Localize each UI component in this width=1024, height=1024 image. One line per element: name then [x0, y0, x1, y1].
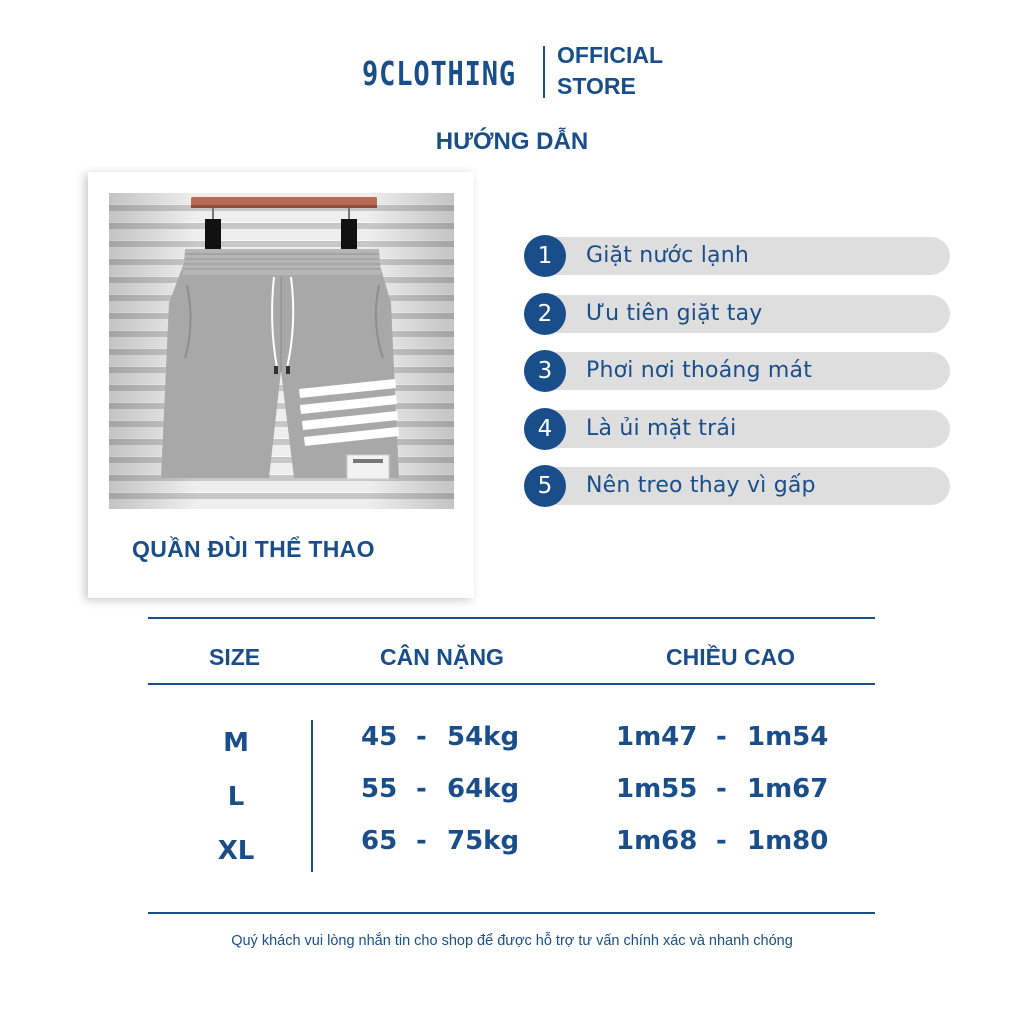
table-row [0, 722, 1024, 762]
care-item [524, 293, 950, 333]
row-height-min: 1m68 [616, 826, 698, 856]
row-size: XL [217, 836, 255, 866]
row-weight-min: 45 [361, 722, 398, 752]
care-step-text: Ưu tiên giặt tay [586, 300, 763, 326]
care-item [524, 350, 950, 390]
care-step-number: 4 [524, 408, 566, 450]
row-height-separator: - [716, 774, 727, 804]
care-step-text: Giặt nước lạnh [586, 243, 749, 268]
product-card [88, 172, 474, 598]
care-step-number: 5 [524, 465, 566, 507]
row-height-separator: - [716, 826, 727, 856]
shorts-image-icon [109, 193, 454, 509]
care-item [524, 235, 950, 275]
care-step-number: 1 [524, 235, 566, 277]
care-step-text: Phơi nơi thoáng mát [586, 358, 813, 383]
table-row [0, 826, 1024, 866]
tag-line-2: STORE [557, 73, 636, 99]
product-name: QUẦN ĐÙI THỂ THAO [132, 536, 375, 562]
row-height-min: 1m47 [616, 722, 698, 752]
row-weight-separator: - [416, 774, 427, 804]
care-step-number: 2 [524, 293, 566, 335]
row-height-max: 1m54 [747, 722, 829, 752]
brand-logo: 9CLOTHING [362, 54, 517, 93]
table-header-rule [148, 683, 875, 685]
row-weight-max: 54kg [447, 722, 520, 752]
table-bottom-rule [148, 912, 875, 914]
row-weight-min: 55 [361, 774, 398, 804]
row-height-max: 1m80 [747, 826, 829, 856]
table-row [0, 774, 1024, 814]
table-top-rule [148, 617, 875, 619]
care-instructions-list [524, 235, 950, 523]
footer-note: Quý khách vui lòng nhắn tin cho shop để được hỗ trợ tư vấn chính xác và nhanh chóng [231, 933, 793, 949]
care-step-number: 3 [524, 350, 566, 392]
row-weight-max: 64kg [447, 774, 520, 804]
row-weight-separator: - [416, 826, 427, 856]
care-step-text: Nên treo thay vì gấp [586, 473, 816, 498]
care-step-text: Là ủi mặt trái [586, 415, 737, 441]
header-height: CHIỀU CAO [666, 644, 796, 670]
row-size: M [223, 728, 249, 758]
header-weight: CÂN NẶNG [380, 644, 504, 670]
header-size: SIZE [209, 644, 261, 670]
row-height-max: 1m67 [747, 774, 829, 804]
row-height-min: 1m55 [616, 774, 698, 804]
row-weight-separator: - [416, 722, 427, 752]
row-weight-max: 75kg [447, 826, 520, 856]
care-item [524, 408, 950, 448]
product-photo [109, 193, 454, 509]
row-size: L [227, 782, 245, 812]
brand-divider [543, 46, 545, 98]
tag-line-1: OFFICIAL [557, 42, 664, 68]
row-weight-min: 65 [361, 826, 398, 856]
official-store-tag [557, 40, 663, 102]
brand-header [0, 40, 1024, 102]
row-height-separator: - [716, 722, 727, 752]
care-item [524, 465, 950, 505]
guide-title: HƯỚNG DẪN [435, 128, 589, 155]
